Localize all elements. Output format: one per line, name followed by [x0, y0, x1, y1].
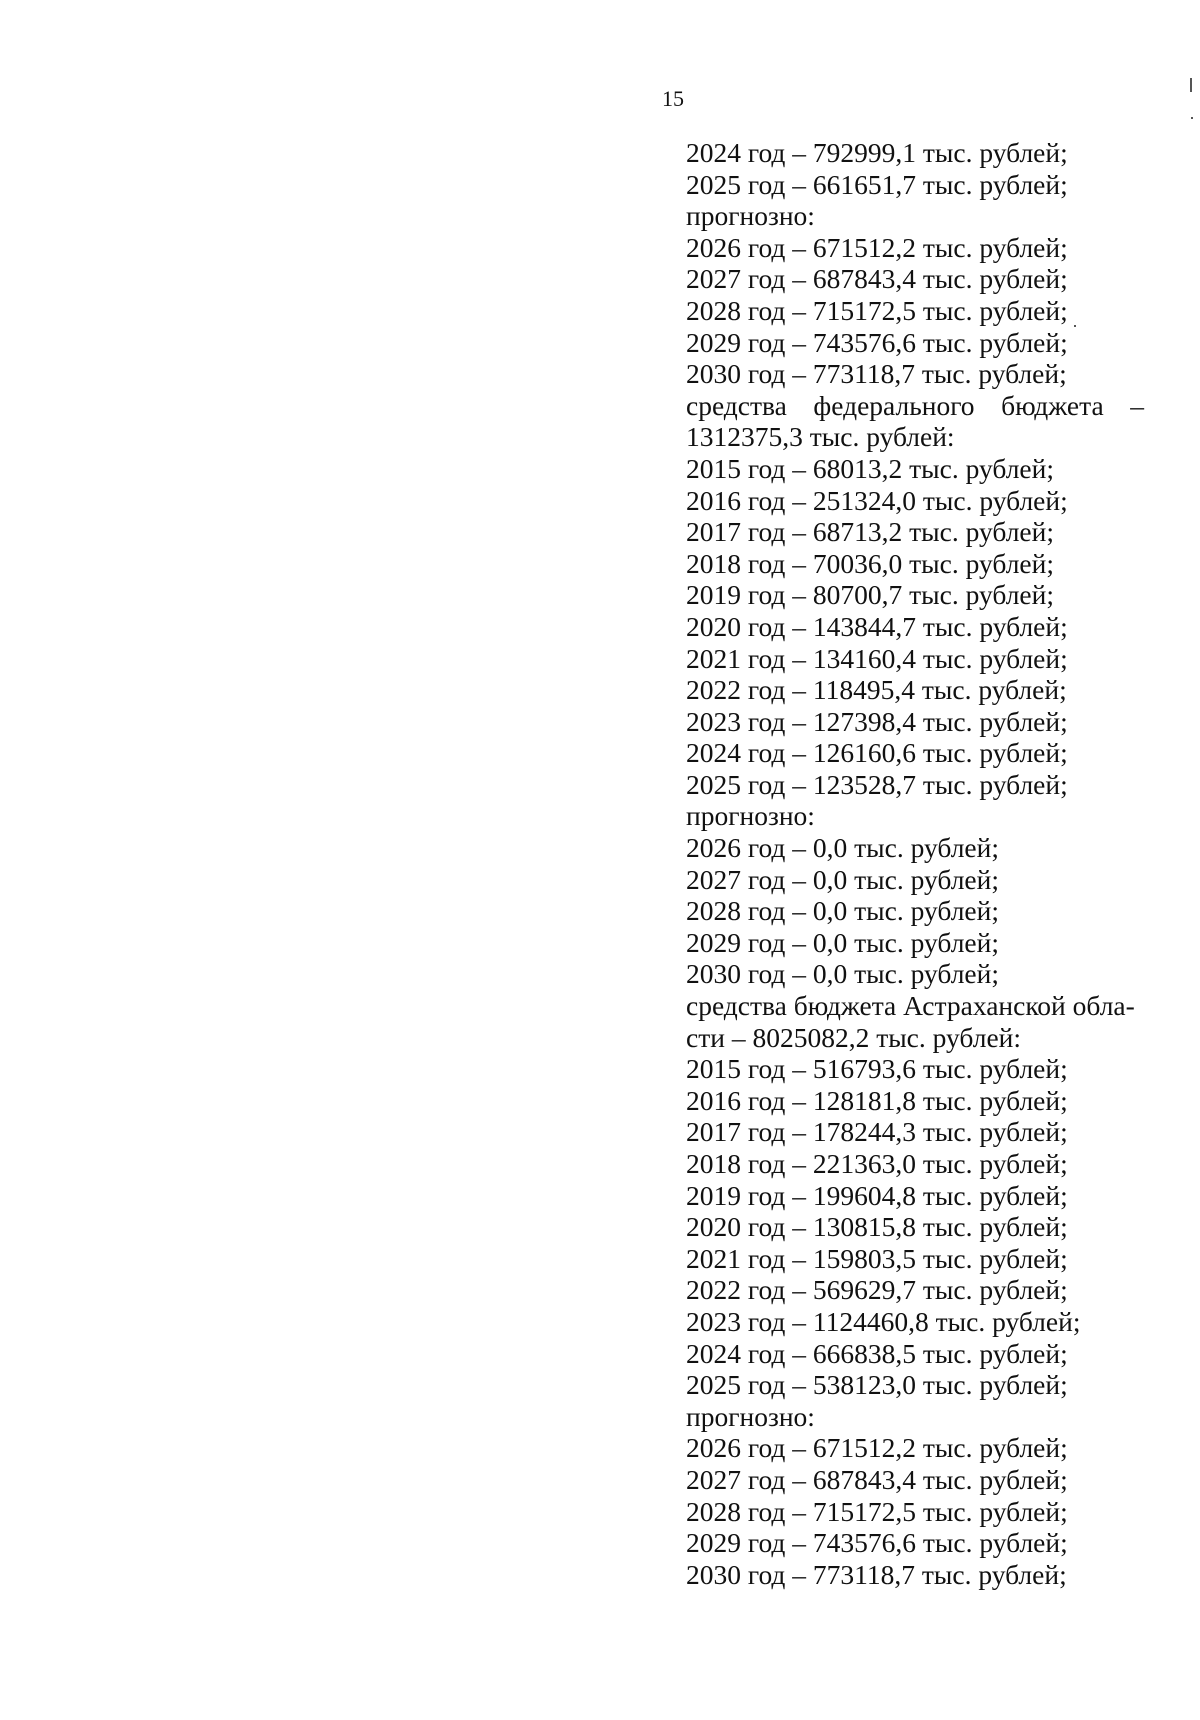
text-line: 2028 год – 0,0 тыс. рублей; — [686, 895, 999, 927]
text-line: средства бюджета Астраханской обла- — [686, 990, 1135, 1022]
page-number: 15 — [662, 86, 684, 111]
text-line: 2023 год – 1124460,8 тыс. рублей; — [686, 1305, 1081, 1337]
text-line: 2024 год – 126160,6 тыс. рублей; — [686, 737, 1068, 769]
text-line: 2030 год – 0,0 тыс. рублей; — [686, 958, 999, 990]
text-line: 2029 год – 743576,6 тыс. рублей; — [686, 326, 1068, 358]
scan-artifact-dot — [1074, 325, 1076, 327]
text-line: 2015 год – 68013,2 тыс. рублей; — [686, 452, 1054, 484]
text-line: 2030 год – 773118,7 тыс. рублей; — [686, 1558, 1067, 1590]
text-line: 2021 год – 159803,5 тыс. рублей; — [686, 1242, 1068, 1274]
text-line: 2026 год – 671512,2 тыс. рублей; — [686, 1432, 1068, 1464]
text-line: 2029 год – 743576,6 тыс. рублей; — [686, 1527, 1068, 1559]
text-line: 2024 год – 666838,5 тыс. рублей; — [686, 1337, 1068, 1369]
text-line: 2025 год – 123528,7 тыс. рублей; — [686, 768, 1068, 800]
text-line: 2018 год – 221363,0 тыс. рублей; — [686, 1148, 1068, 1179]
scan-artifact-dot — [1191, 117, 1193, 119]
text-line: 2025 год – 538123,0 тыс. рублей; — [686, 1369, 1068, 1401]
text-line: 2022 год – 118495,4 тыс. рублей; — [686, 674, 1067, 706]
text-line: сти – 8025082,2 тыс. рублей: — [686, 1021, 1022, 1053]
text-line: 2027 год – 687843,4 тыс. рублей; — [686, 263, 1068, 295]
text-line: 2030 год – 773118,7 тыс. рублей; — [686, 358, 1067, 390]
text-line: 2028 год – 715172,5 тыс. рублей; — [686, 1495, 1068, 1527]
text-line: 2019 год – 80700,7 тыс. рублей; — [686, 579, 1054, 611]
text-line: 2026 год – 671512,2 тыс. рублей; — [686, 231, 1068, 263]
text-line: 2024 год – 792999,1 тыс. рублей; — [686, 137, 1068, 168]
text-line: 2016 год – 128181,8 тыс. рублей; — [686, 1084, 1068, 1116]
text-line: 2021 год – 134160,4 тыс. рублей; — [686, 642, 1068, 674]
text-line: 2028 год – 715172,5 тыс. рублей; — [686, 294, 1068, 326]
text-line: 2020 год – 130815,8 тыс. рублей; — [686, 1211, 1068, 1243]
text-line: 2015 год – 516793,6 тыс. рублей; — [686, 1053, 1068, 1085]
text-line: прогнозно: — [686, 800, 815, 832]
text-line: 2018 год – 70036,0 тыс. рублей; — [686, 547, 1054, 579]
text-line: 1312375,3 тыс. рублей: — [686, 421, 955, 453]
text-line: 2017 год – 178244,3 тыс. рублей; — [686, 1116, 1068, 1148]
text-line: 2023 год – 127398,4 тыс. рублей; — [686, 705, 1068, 737]
text-line: 2016 год – 251324,0 тыс. рублей; — [686, 484, 1068, 516]
scan-artifact-mark — [1190, 78, 1192, 92]
text-line: средства федерального бюджета – — [686, 389, 1144, 421]
text-line: 2029 год – 0,0 тыс. рублей; — [686, 926, 999, 958]
text-line: прогнозно: — [686, 200, 815, 232]
text-line: 2020 год – 143844,7 тыс. рублей; — [686, 610, 1068, 642]
text-line: 2025 год – 661651,7 тыс. рублей; — [686, 168, 1068, 200]
text-line: 2027 год – 687843,4 тыс. рублей; — [686, 1463, 1068, 1495]
text-line: 2026 год – 0,0 тыс. рублей; — [686, 832, 999, 864]
text-line: прогнозно: — [686, 1400, 815, 1432]
text-line: 2017 год – 68713,2 тыс. рублей; — [686, 516, 1054, 548]
text-line: 2019 год – 199604,8 тыс. рублей; — [686, 1179, 1068, 1211]
text-line: 2022 год – 569629,7 тыс. рублей; — [686, 1274, 1068, 1306]
funding-text-column — [686, 137, 1144, 1590]
text-line: 2027 год – 0,0 тыс. рублей; — [686, 863, 999, 895]
